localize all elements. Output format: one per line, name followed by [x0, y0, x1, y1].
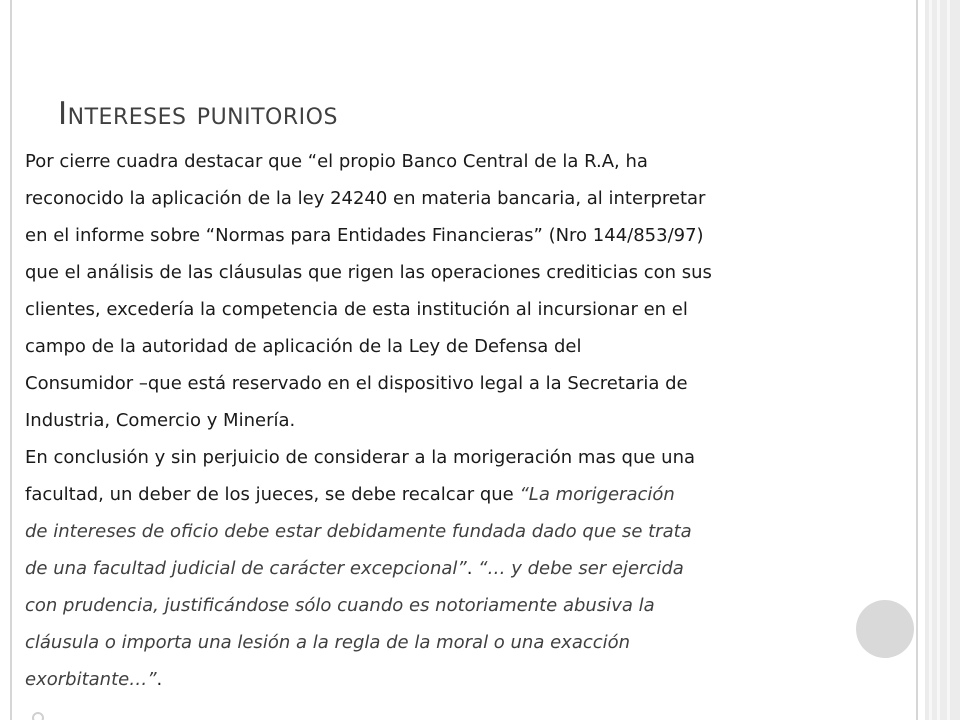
quote-line: de intereses de oficio debe estar debidamente fundada dado que se trata — [25, 521, 692, 542]
band-stripe — [929, 0, 932, 720]
body-line: que el análisis de las cláusulas que rigen las operaciones crediticias con sus — [25, 262, 712, 283]
quote-text: “… y debe ser ejercida — [478, 558, 684, 579]
body-line: en el informe sobre “Normas para Entidades Financieras” (Nro 144/853/97) — [25, 225, 704, 246]
quote-text: de una facultad judicial de carácter excepcional” — [25, 558, 467, 579]
slide-body — [25, 143, 917, 698]
right-decor-band — [925, 0, 960, 720]
body-line: clientes, excedería la competencia de esta institución al incursionar en el — [25, 299, 688, 320]
band-stripe — [937, 0, 940, 720]
plain-text: . — [156, 669, 163, 690]
body-line — [25, 550, 917, 587]
slide-title: Intereses punitorios — [58, 96, 338, 132]
body-line: En conclusión y sin perjuicio de considerar a la morigeración mas que una — [25, 447, 696, 468]
quote-line: cláusula o importa una lesión a la regla de la moral o una exacción — [25, 632, 631, 653]
quote-text: exorbitante…” — [25, 669, 157, 690]
body-line: Por cierre cuadra destacar que “el propio Banco Central de la R.A, ha — [25, 151, 648, 172]
body-line — [25, 661, 917, 698]
body-line — [25, 476, 917, 513]
plain-text: . — [466, 558, 479, 579]
body-line: reconocido la aplicación de la ley 24240 en materia bancaria, al interpretar — [25, 188, 706, 209]
band-stripe — [947, 0, 950, 720]
body-line: campo de la autoridad de aplicación de la Ley de Defensa del — [25, 336, 582, 357]
body-line: Industria, Comercio y Minería. — [25, 410, 296, 431]
body-line: Consumidor –que está reservado en el dispositivo legal a la Secretaria de — [25, 373, 688, 394]
quote-line: con prudencia, justificándose sólo cuando es notoriamente abusiva la — [25, 595, 655, 616]
quote-text: “La morigeración — [519, 484, 675, 505]
plain-text: facultad, un deber de los jueces, se debe recalcar que — [25, 484, 520, 505]
decorative-ring — [32, 712, 44, 720]
